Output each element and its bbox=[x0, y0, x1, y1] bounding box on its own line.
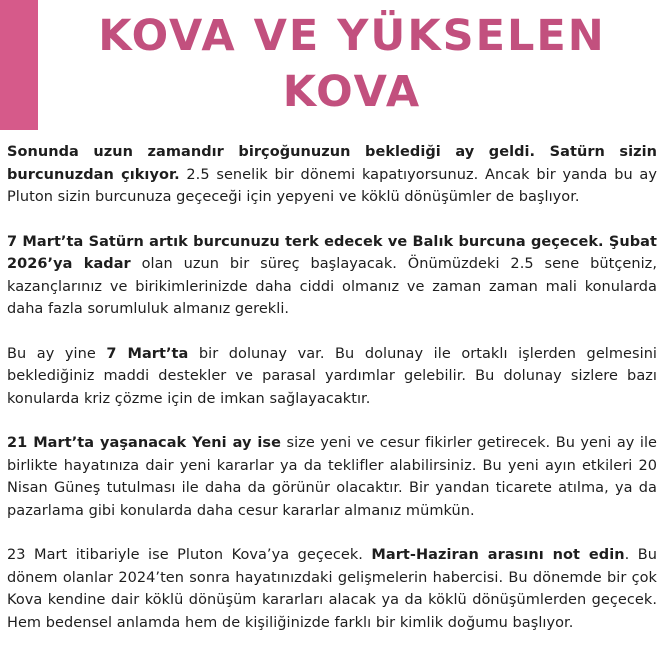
article-body bbox=[7, 141, 657, 656]
paragraph-bold-text: 7 Mart’ta bbox=[106, 345, 189, 362]
title-line-2: KOVA bbox=[282, 67, 422, 117]
paragraph-saturn-pisces bbox=[7, 231, 657, 321]
paragraph-text: 23 Mart itibariyle ise Pluton Kova’ya geçecek. bbox=[7, 547, 372, 563]
page-title bbox=[48, 8, 656, 120]
paragraph-text: size yeni ve cesur fikirler getirecek. Bu yeni ay ile birlikte hayatınıza dair yeni kararlar ya da teklifler alabilirsiniz. Bu yeni ayın etkileri 20 Nisan Güneş tutulması ile daha da görünür olacaktır. Bir yandan ticarete atılma, ya da pazarlama gibi konularda daha cesur kararlar almanız mümkün. bbox=[7, 435, 658, 519]
paragraph-bold-text: 21 Mart’ta yaşanacak Yeni ay ise bbox=[7, 435, 281, 451]
paragraph-text: bir dolunay var. Bu dolunay ile ortaklı işlerden gelmesini beklediğiniz maddi destekler ve parasal yardımlar gelebilir. Bu dolunay sizlere bazı konularda kriz çözme için de imkan sağlayacaktır. bbox=[7, 345, 658, 407]
paragraph-pluto-aquarius bbox=[7, 544, 657, 634]
paragraph-text: olan uzun bir süreç başlayacak. Önümüzdeki 2.5 sene bütçeniz, kazançlarınız ve birikimlerinizde daha ciddi olmanız ve zaman zaman mali konularda daha fazla sorumluluk almanız gerekli. bbox=[7, 256, 657, 317]
paragraph-text: Bu ay yine bbox=[7, 345, 107, 362]
paragraph-bold-text: Sonunda uzun zamandır birçoğunuzun beklediği ay geldi. Satürn sizin burcunuzdan çıkıyor. bbox=[7, 144, 657, 183]
paragraph-full-moon bbox=[7, 343, 657, 411]
paragraph-bold-text: 7 Mart’ta Satürn artık burcunuzu terk edecek ve Balık burcuna geçecek. Şubat 2026’ya kadar bbox=[7, 233, 657, 272]
paragraph-bold-text: Mart-Haziran arasını not edin bbox=[371, 547, 625, 563]
paragraph-new-moon bbox=[7, 432, 657, 522]
title-line-1: KOVA VE YÜKSELEN bbox=[98, 11, 606, 61]
paragraph-text: . Bu dönem olanlar 2024’ten sonra hayatınızdaki gelişmelerin habercisi. Bu dönemde bir çok Kova kendine dair köklü dönüşüm kararları alacak ya da köklü dönüşümlerden geçecek. Hem bedensel anlamda hem de kişiliğinizde farklı bir kimlik doğumu başlıyor. bbox=[7, 547, 657, 631]
paragraph-text: 2.5 senelik bir dönemi kapatıyorsunuz. Ancak bir yanda bu ay Pluton sizin burcunuza geçeceği için yepyeni ve köklü dönüşümler de başlıyor. bbox=[7, 166, 657, 205]
paragraph-saturn-leaving bbox=[7, 141, 657, 209]
accent-bar bbox=[0, 0, 38, 130]
